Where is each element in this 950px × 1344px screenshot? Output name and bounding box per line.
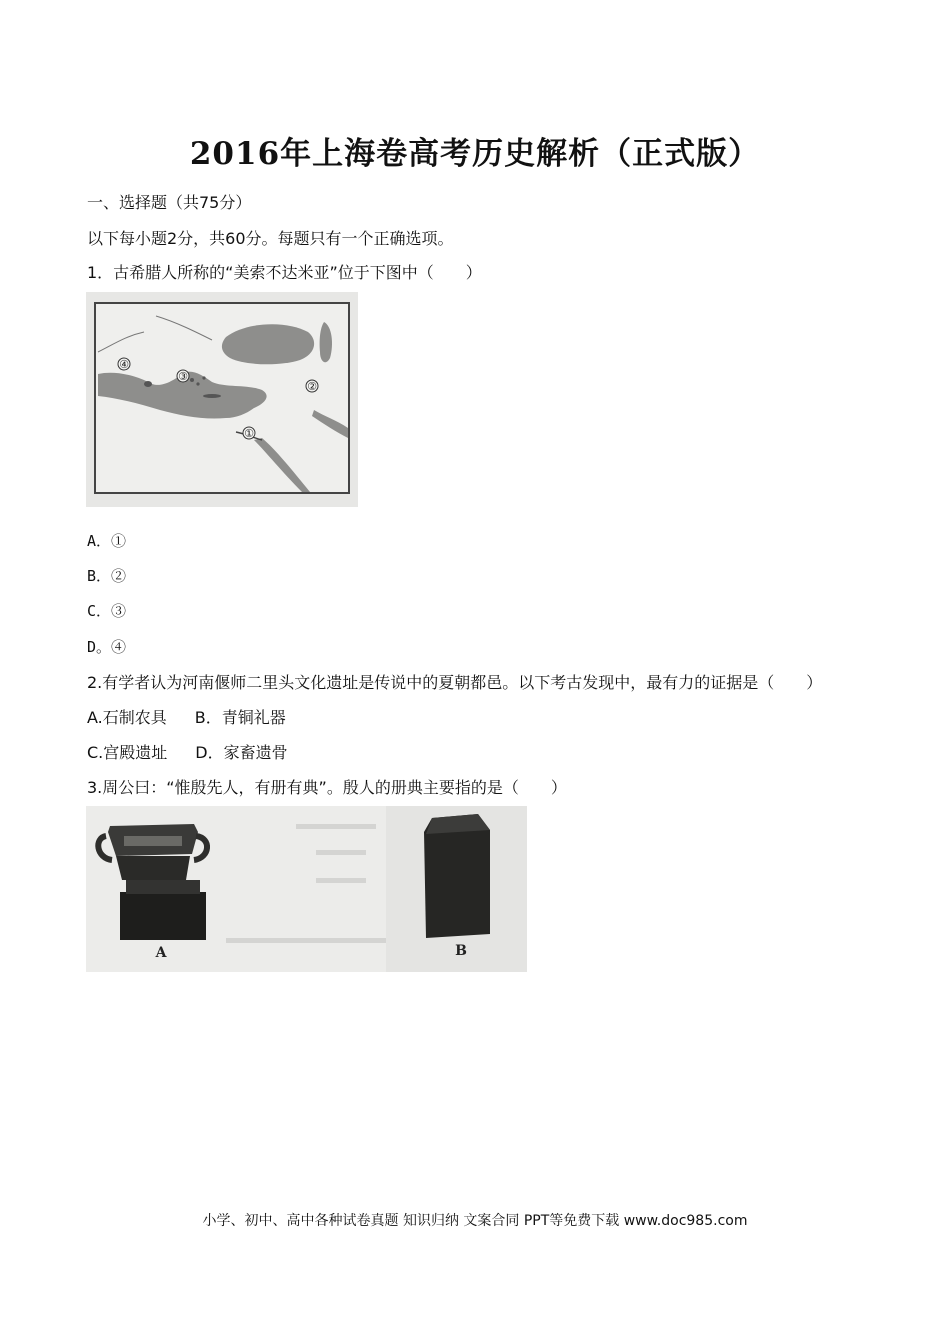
q1-option-c: C．③ [87, 602, 127, 620]
q2-option-a: A.石制农具 [87, 708, 167, 727]
question-2-stem: 2.有学者认为河南偃师二里头文化遗址是传说中的夏朝都邑。以下考古发现中，最有力的证据是（ ） [87, 673, 823, 692]
map-label-2: ② [307, 380, 317, 393]
section-heading: 一、选择题（共75分） [87, 193, 252, 212]
photo-label-a: A [155, 945, 167, 961]
artifacts-photo [86, 806, 527, 972]
question-1-stem: 1．古希腊人所称的“美索不达米亚”位于下图中（ ） [87, 263, 482, 282]
page-title: 2016年上海卷高考历史解析（正式版） [189, 136, 761, 172]
map-label-3: ③ [178, 370, 188, 383]
q2-options-row-1 [87, 705, 286, 728]
q1-option-b: B．② [87, 567, 127, 585]
mediterranean-map [86, 292, 358, 507]
map-label-4: ④ [119, 358, 129, 371]
q1-option-d: D。④ [87, 638, 127, 656]
q2-option-b: B．青铜礼器 [194, 708, 286, 727]
instructions: 以下每小题2分，共60分。每题只有一个正确选项。 [87, 229, 454, 248]
q2-option-d: D．家畜遗骨 [195, 743, 288, 762]
q2-options-row-2 [87, 740, 288, 763]
map-label-1: ① [244, 427, 254, 440]
page-footer: 小学、初中、高中各种试卷真题 知识归纳 文案合同 PPT等免费下载 www.doc985.com [202, 1213, 748, 1229]
photo-label-b: B [455, 943, 467, 959]
q1-option-a: A．① [87, 532, 127, 550]
q2-option-c: C.宫殿遗址 [87, 743, 168, 762]
question-3-stem: 3.周公曰：“惟殷先人，有册有典”。殷人的册典主要指的是（ ） [87, 778, 567, 797]
